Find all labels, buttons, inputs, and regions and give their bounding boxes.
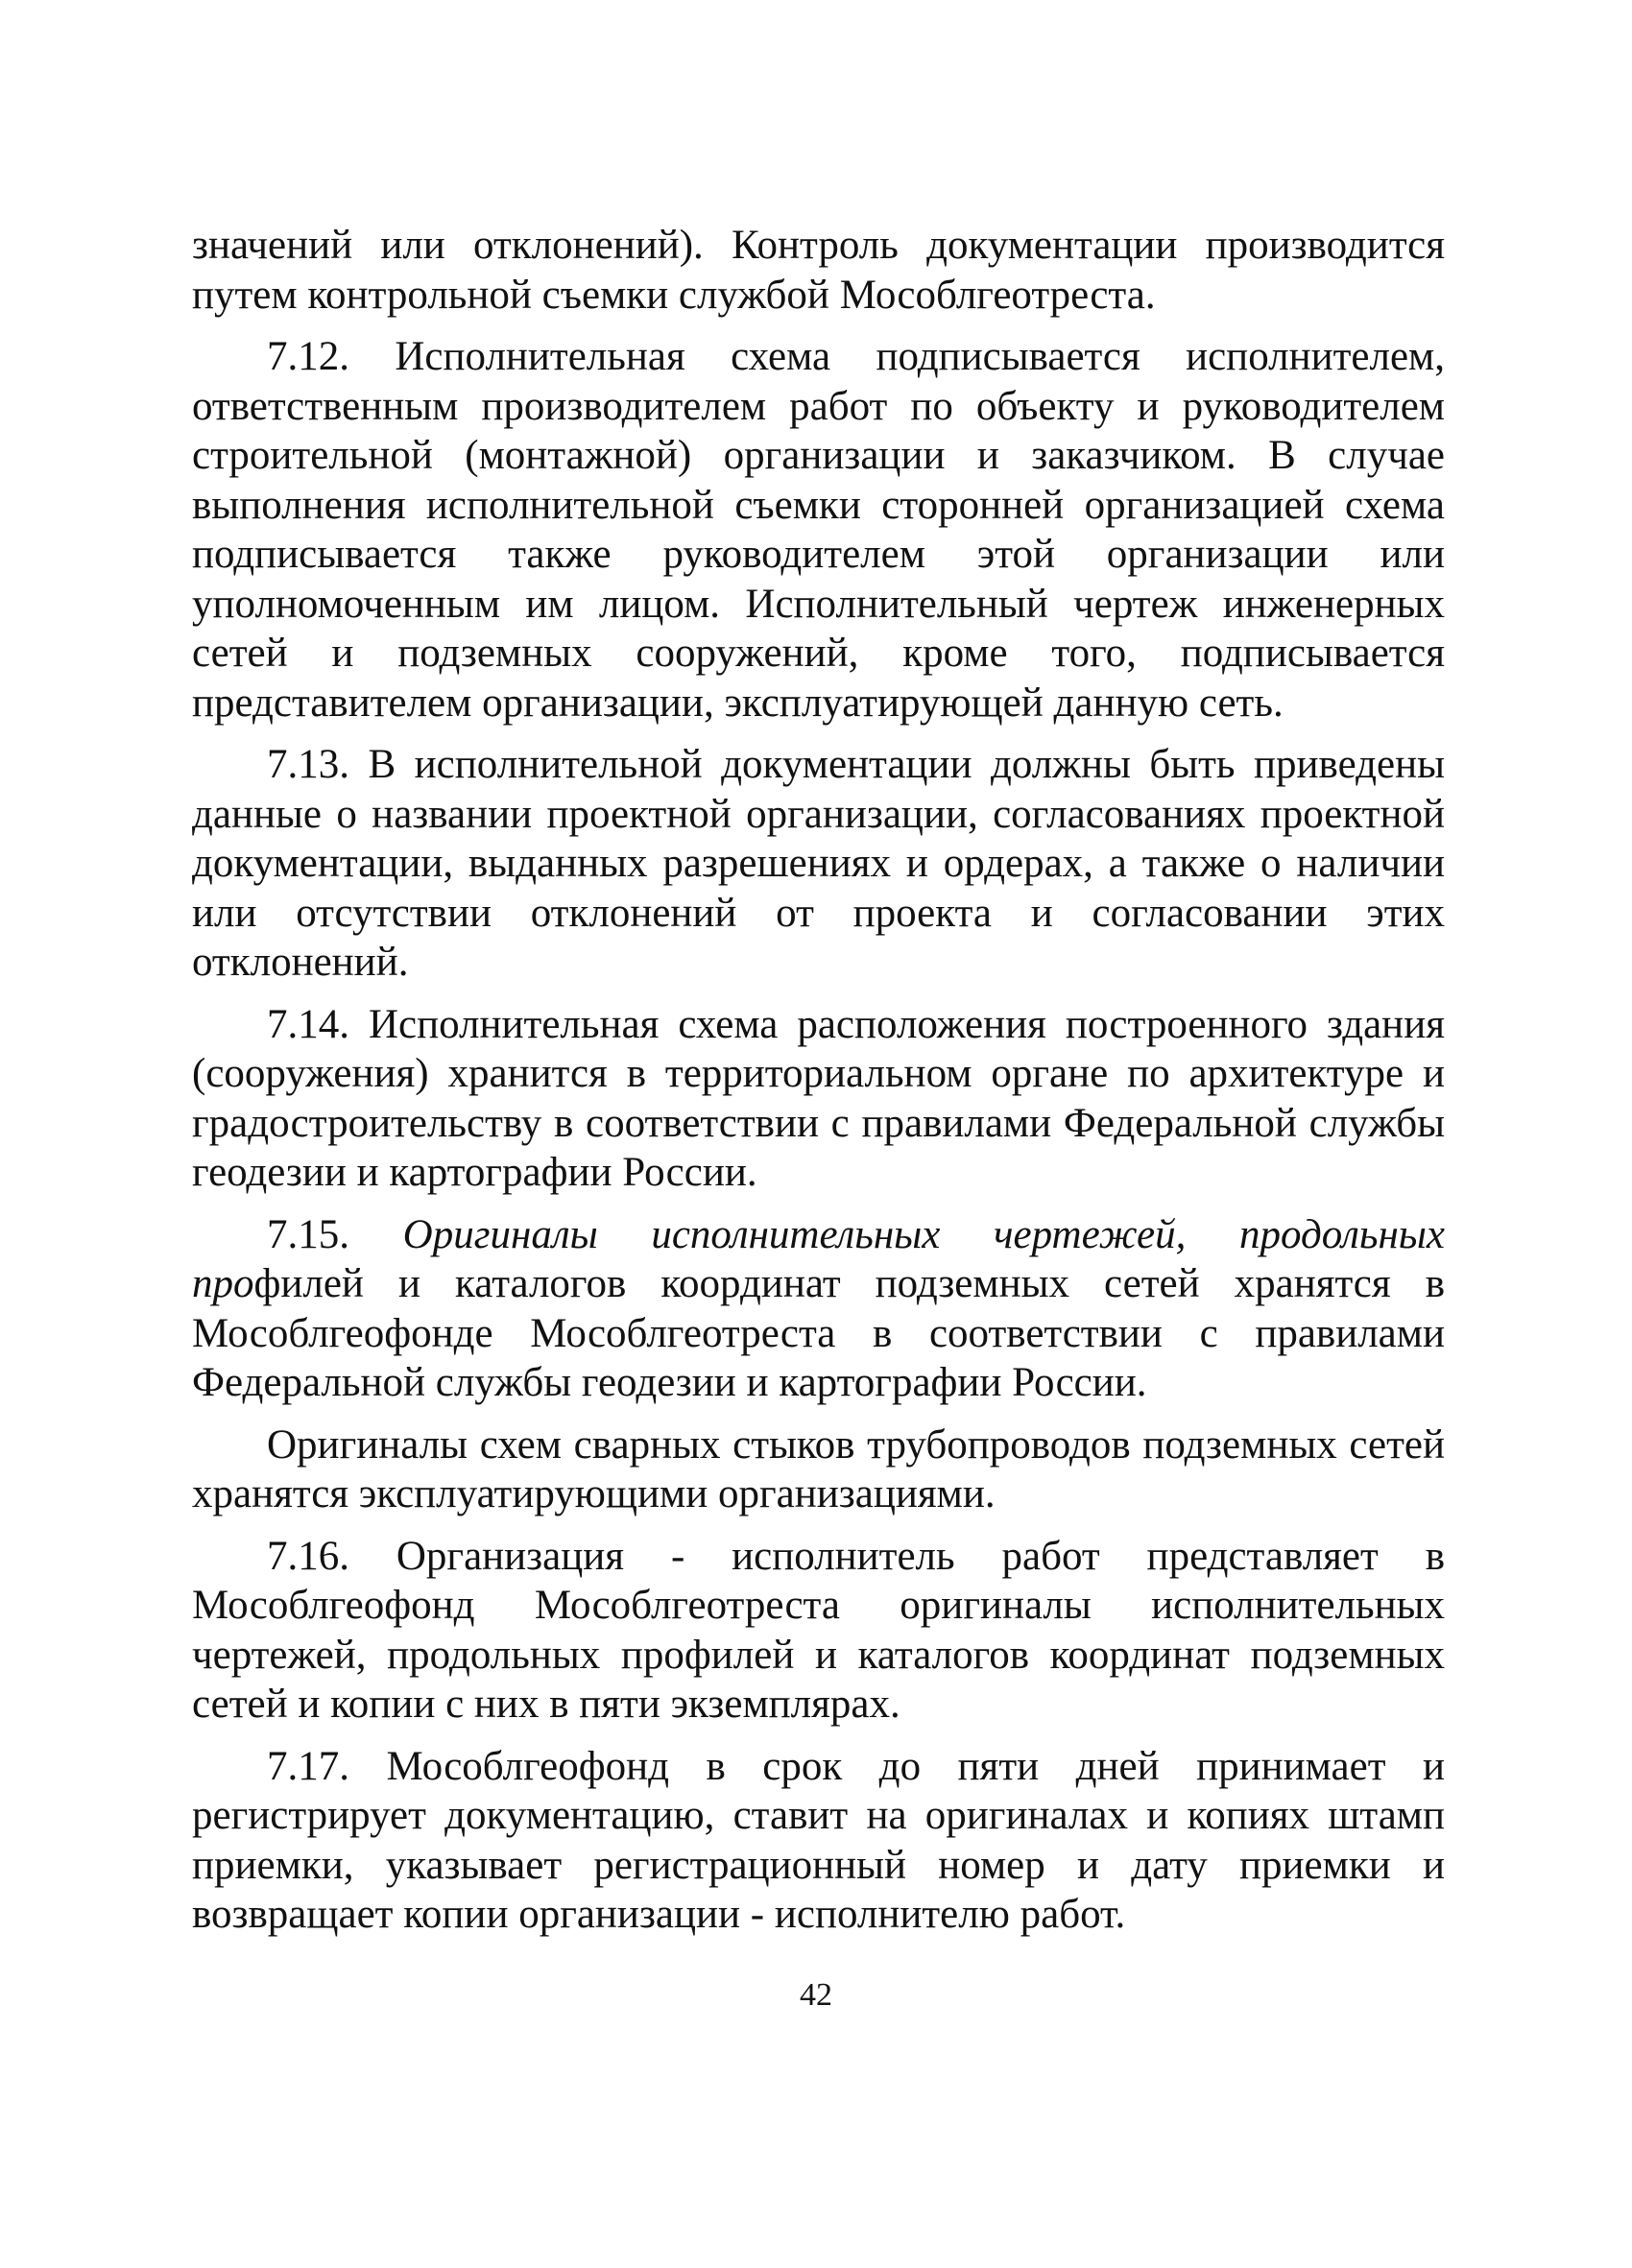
paragraph-text: Исполнительная схема расположения построенного здания (сооружения) хранится в территориальном органе по архитектуре и градостроительству в соответствии с правилами Федеральной службы геодезии и картографии России. [192, 1001, 1445, 1195]
paragraph-text: Мособлгеофонд в срок до пяти дней принимает и регистрирует документацию, ставит на оригиналах и копиях штамп приемки, указывает регистрационный номер и дату приемки и возвращает копии организации - исполнителю работ. [192, 1743, 1445, 1937]
body-text [192, 221, 1445, 1952]
paragraph-number: 7.15. [267, 1211, 349, 1257]
paragraph-italic-text: Оригиналы исполнительных чертежей, продольных про [192, 1211, 1445, 1306]
paragraph-7-11-continuation [192, 221, 1445, 320]
paragraph-text: филей и каталогов координат подземных сетей хранятся в Мособлгеофонде Мособлгеотреста в соответствии с правилами Федеральной службы геодезии и картографии России. [192, 1261, 1445, 1405]
paragraph-text: В исполнительной документации должны быть приведены данные о названии проектной организации, согласованиях проектной документации, выданных разрешениях и ордерах, а также о наличии или отсутствии отклонений от проекта и согласовании этих отклонений. [192, 742, 1445, 985]
paragraph-7-15 [192, 1210, 1445, 1408]
paragraph-7-15-second [192, 1420, 1445, 1519]
paragraph-number: 7.14. [267, 1001, 349, 1047]
paragraph-number: 7.17. [267, 1743, 349, 1789]
paragraph-7-13 [192, 740, 1445, 988]
paragraph-text: Исполнительная схема подписывается исполнителем, ответственным производителем работ по объекту и руководителем строительной (монтажной) организации и заказчиком. В случае выполнения исполнительной съемки сторонней организацией схема подписывается также руководителем этой организации или уполномоченным им лицом. Исполнительный чертеж инженерных сетей и подземных сооружений, кроме того, подписывается представителем организации, эксплуатирующей данную сеть. [192, 334, 1445, 726]
paragraph-7-12 [192, 332, 1445, 728]
paragraph-text: Организация - исполнитель работ представляет в Мособлгеофонд Мособлгеотреста оригиналы исполнительных чертежей, продольных профилей и каталогов координат подземных сетей и копии с них в пяти экземплярах. [192, 1533, 1445, 1727]
paragraph-number: 7.12. [267, 334, 349, 379]
paragraph-number: 7.16. [267, 1533, 349, 1579]
paragraph-number: 7.13. [267, 742, 349, 787]
page-number: 42 [800, 1977, 832, 2013]
paragraph-text: Оригиналы схем сварных стыков трубопроводов подземных сетей хранятся эксплуатирующими организациями. [192, 1421, 1445, 1516]
paragraph-7-16 [192, 1532, 1445, 1730]
paragraph-7-17 [192, 1742, 1445, 1940]
paragraph-7-14 [192, 1000, 1445, 1198]
paragraph-text: значений или отклонений). Контроль документации производится путем контрольной съемки службой Мособлгеотреста. [192, 223, 1445, 318]
